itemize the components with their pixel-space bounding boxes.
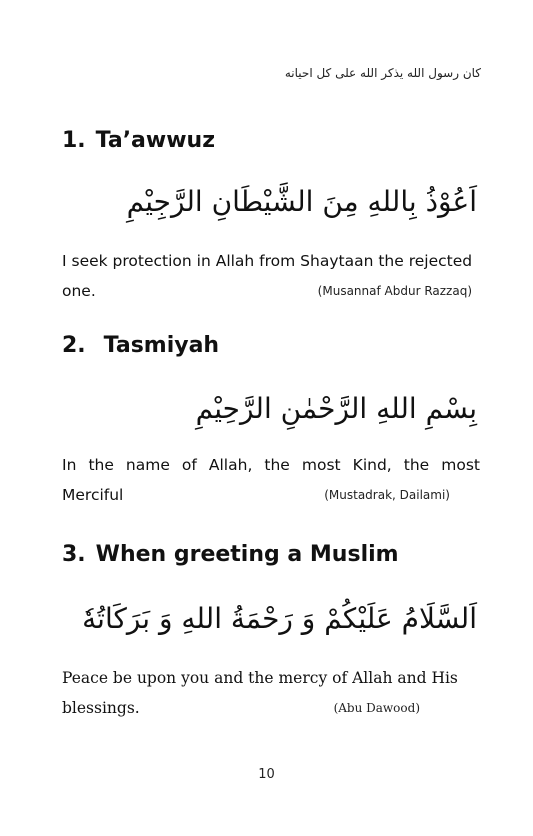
translation-greeting	[62, 663, 480, 723]
section-title: Ta’awwuz	[95, 128, 216, 153]
running-header: كان رسول الله يذكر الله على كل احيانه	[284, 66, 481, 80]
translation-line: one.	[62, 282, 96, 300]
section-title: Tasmiyah	[103, 333, 220, 358]
section-number: 2.	[62, 333, 86, 358]
arabic-dua-greeting: اَلسَّلَامُ عَلَيْكُمْ وَ رَحْمَةُ اللهِ وَ بَرَكَاتُهٗ	[82, 602, 477, 635]
translation-line: In the name of Allah, the most Kind, the most	[62, 456, 480, 474]
arabic-dua-tasmiyah: بِسْمِ اللهِ الرَّحْمٰنِ الرَّحِيْمِ	[195, 392, 477, 425]
section-title: When greeting a Muslim	[95, 542, 399, 567]
translation-line: Merciful	[62, 486, 124, 504]
section-number: 1.	[62, 128, 86, 153]
section-heading-taawwuz	[62, 128, 215, 153]
translation-line: Peace be upon you and the mercy of Allah and His	[62, 669, 458, 687]
section-heading-greeting	[62, 542, 399, 567]
section-number: 3.	[62, 542, 86, 567]
reference-citation: (Abu Dawood)	[333, 701, 420, 715]
reference-citation: (Musannaf Abdur Razzaq)	[317, 284, 472, 298]
translation-taawwuz	[62, 246, 480, 306]
translation-line: I seek protection in Allah from Shaytaan the rejected	[62, 252, 473, 270]
page-number: 10	[258, 767, 275, 782]
translation-line: blessings.	[62, 699, 140, 717]
reference-citation: (Mustadrak, Dailami)	[324, 488, 450, 502]
translation-tasmiyah	[62, 450, 480, 510]
section-heading-tasmiyah	[62, 333, 219, 358]
arabic-dua-taawwuz: اَعُوْذُ بِاللهِ مِنَ الشَّيْطَانِ الرَّجِيْمِ	[126, 185, 477, 218]
